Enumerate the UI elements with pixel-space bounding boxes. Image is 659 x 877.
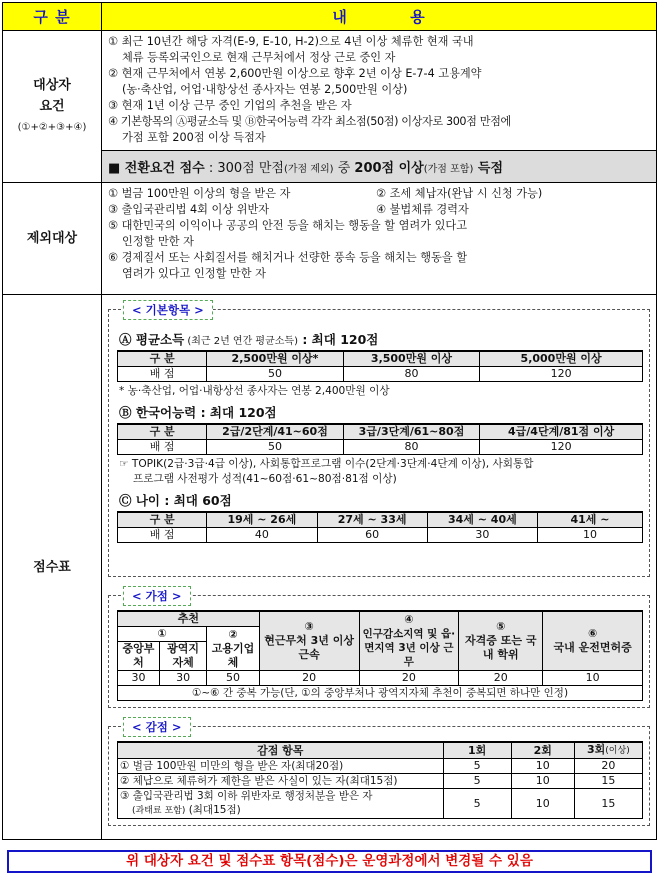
cell: 30 [160, 671, 207, 686]
num: ⑥ [587, 627, 598, 640]
cell: 5 [443, 759, 511, 774]
item-max: (최대15점) [185, 804, 241, 816]
cell: 추천 [118, 611, 260, 627]
cell: 5 [443, 774, 511, 789]
cell: 15 [574, 789, 642, 819]
bonus-table [117, 610, 643, 701]
cell: 10 [511, 759, 574, 774]
conversion-criteria-table [2, 2, 657, 840]
target-requirements [102, 31, 657, 151]
conv-mark: ■ 전환요건 점수 [108, 161, 205, 176]
num: ② [228, 627, 238, 641]
score-sheet [102, 295, 657, 840]
excl-line: 인정할 만한 자 [122, 235, 194, 248]
cell: 광역지자체 [160, 642, 207, 671]
cell: 10 [511, 774, 574, 789]
income-table [117, 350, 643, 382]
req-line: 체류 등록외국인으로 현재 근무처에서 정상 근로 중인 자 [122, 51, 396, 64]
excl-line: ⑥ 경제질서 또는 사회질서를 해치거나 선량한 풍속 등을 해치는 행동을 할 [108, 251, 467, 264]
item-sub: (과태료 포함) [132, 806, 186, 816]
cell: 3,500만원 이상 [343, 351, 480, 367]
req-line: ① 최근 10년간 해당 자격(E-9, E-10, H-2)으로 4년 이상 체류한 현재 국내 [108, 35, 474, 48]
excl-item: ① 벌금 100만원 이상의 형을 받은 자 [108, 187, 291, 200]
cell: 80 [343, 367, 480, 382]
cell: 5,000만원 이상 [480, 351, 643, 367]
excl-line: 염려가 있다고 인정할 만한 자 [122, 267, 266, 280]
cell [207, 627, 260, 671]
conv-e: (가점 포함) [423, 164, 474, 175]
cell: 20 [459, 671, 543, 686]
target-label-cell [3, 31, 102, 183]
cell: 감점 항목 [118, 742, 444, 759]
cell: 2,500만원 이상* [207, 351, 344, 367]
income-title-text: Ⓐ 평균소득 [119, 332, 185, 347]
cell: 30 [118, 671, 160, 686]
target-label-2: 요건 [39, 99, 65, 114]
label: 자격증 또는 국내 학위 [465, 634, 537, 661]
cell: 120 [480, 440, 643, 455]
cell: 중앙부처 [118, 642, 160, 671]
cell: 10 [538, 528, 643, 543]
cell: 3급/3단계/61~80점 [343, 424, 480, 440]
excl-item: ② 조세 체납자(완납 시 신청 가능) [376, 187, 543, 200]
cell [543, 611, 643, 671]
age-table [117, 511, 643, 543]
cell: 구 분 [118, 351, 207, 367]
excl-line [108, 202, 652, 218]
label: 고용기업체 [211, 641, 255, 669]
cell: 배 점 [118, 367, 207, 382]
head-text: 3회 [587, 743, 606, 756]
basic-items-box [108, 303, 650, 577]
cell: 20 [259, 671, 359, 686]
cell [259, 611, 359, 671]
cell: 20 [359, 671, 459, 686]
excl-line [108, 186, 652, 202]
income-title [119, 330, 643, 348]
excl-item: ③ 출입국관리법 4회 이상 위반자 [108, 203, 270, 216]
korean-title-max: : 최대 120점 [196, 405, 277, 420]
req-line: ③ 현재 1년 이상 근무 중인 기업의 추천을 받은 자 [108, 99, 352, 112]
conv-d: 200점 이상 [354, 161, 424, 176]
label: 현근무처 3년 이상 근속 [264, 634, 354, 661]
footer-notice: 위 대상자 요건 및 점수표 항목(점수)은 운영과정에서 변경될 수 있음 [7, 850, 652, 873]
korean-title [119, 403, 643, 421]
label: 국내 운전면허증 [553, 641, 632, 654]
cell: 120 [480, 367, 643, 382]
cell: 40 [207, 528, 317, 543]
bonus-tag: < 가점 > [123, 586, 191, 606]
cell: 50 [207, 367, 344, 382]
num: ④ [404, 613, 414, 626]
cell: ①~⑥ 간 중복 가능(단, ①의 중앙부처나 광역지자체 추천이 중복되면 하나만 인정) [118, 686, 643, 701]
num: ⑤ [496, 620, 506, 633]
header-category: 구 분 [3, 3, 102, 31]
age-title-text: Ⓒ 나이 [119, 493, 161, 508]
conv-c: 중 [333, 161, 355, 176]
income-title-max: : 최대 120점 [297, 332, 379, 347]
cell: 구 분 [118, 424, 207, 440]
cell: 19세 ~ 26세 [207, 512, 317, 528]
bonus-box [108, 589, 650, 708]
korean-title-text: Ⓑ 한국어능력 [119, 405, 197, 420]
korean-note [119, 457, 643, 487]
cell: 34세 ~ 40세 [427, 512, 537, 528]
cell: 41세 ~ [538, 512, 643, 528]
cell: 2회 [511, 742, 574, 759]
cell [118, 789, 444, 819]
income-note: * 농·축산업, 어업·내항상선 종사자는 연봉 2,400만원 이상 [119, 385, 390, 397]
deduction-box [108, 720, 650, 826]
score-label: 점수표 [3, 295, 102, 840]
item-text: ③ 출입국관리법 3회 이하 위반자로 행정처분을 받은 자 [120, 790, 373, 802]
cell: 60 [317, 528, 427, 543]
cell [574, 742, 642, 759]
cell: ② 체납으로 체류허가 제한을 받은 사실이 있는 자(최대15점) [118, 774, 444, 789]
conv-b: (가점 제외) [283, 164, 334, 175]
basic-items-tag: < 기본항목 > [123, 300, 213, 320]
cell: 10 [543, 671, 643, 686]
cell: 4급/4단계/81점 이상 [480, 424, 643, 440]
cell: 80 [343, 440, 480, 455]
head-sub: (이상) [605, 746, 630, 756]
excl-line: ⑤ 대한민국의 이익이나 공공의 안전 등을 해치는 행동을 할 염려가 있다고 [108, 219, 467, 232]
cell: 50 [207, 671, 260, 686]
cell: 1회 [443, 742, 511, 759]
req-line: ② 현재 근무처에서 연봉 2,600만원 이상으로 향후 2년 이상 E-7-4 고용계약 [108, 67, 482, 80]
cell: ① [118, 627, 207, 642]
header-content: 내 용 [102, 3, 657, 31]
age-title [119, 491, 643, 509]
korean-table [117, 423, 643, 455]
cell: 27세 ~ 33세 [317, 512, 427, 528]
req-line: ④ 기본항목의 Ⓐ평균소득 및 Ⓑ한국어능력 각각 최소점(50점) 이상자로 300점 만점에 [108, 115, 511, 128]
cell [359, 611, 459, 671]
item-text-2 [120, 803, 441, 818]
conv-a: : 300점 만점 [204, 161, 284, 176]
target-label-sub: (①+②+③+④) [17, 122, 87, 133]
age-title-max: : 최대 60점 [160, 493, 232, 508]
cell: ① 벌금 100만원 미만의 형을 받은 자(최대20점) [118, 759, 444, 774]
cell [459, 611, 543, 671]
exclusion-list [102, 183, 657, 295]
num: ③ [304, 620, 314, 633]
req-line: 가점 포함 200점 이상 득점자 [122, 131, 266, 144]
deduction-table [117, 741, 643, 819]
korean-note-line: ☞ TOPIK(2급·3급·4급 이상), 사회통합프로그램 이수(2단계·3단계·4단계 이상), 사회통합 [119, 458, 534, 470]
target-label-1: 대상자 [33, 78, 71, 93]
label: 인구감소지역 및 읍·면지역 3년 이상 근무 [362, 628, 456, 668]
cell: 50 [207, 440, 344, 455]
cell: 20 [574, 759, 642, 774]
cell: 30 [427, 528, 537, 543]
conv-f: 득점 [473, 161, 504, 176]
req-line: (농·축산업, 어업·내항상선 종사자는 연봉 2,500만원 이상) [122, 83, 408, 96]
cell: 2급/2단계/41~60점 [207, 424, 344, 440]
cell: 배 점 [118, 440, 207, 455]
conversion-score-row [102, 151, 657, 183]
cell: 10 [511, 789, 574, 819]
korean-note-line: 프로그램 사전평가 성적(41~60점·61~80점·81점 이상) [133, 473, 397, 485]
exclusion-label: 제외대상 [3, 183, 102, 295]
deduction-tag: < 감점 > [123, 717, 191, 737]
income-title-note: (최근 2년 연간 평균소득) [184, 336, 298, 347]
cell: 배 점 [118, 528, 207, 543]
cell: 5 [443, 789, 511, 819]
cell: 구 분 [118, 512, 207, 528]
cell: 15 [574, 774, 642, 789]
excl-item: ④ 불법체류 경력자 [376, 203, 469, 216]
